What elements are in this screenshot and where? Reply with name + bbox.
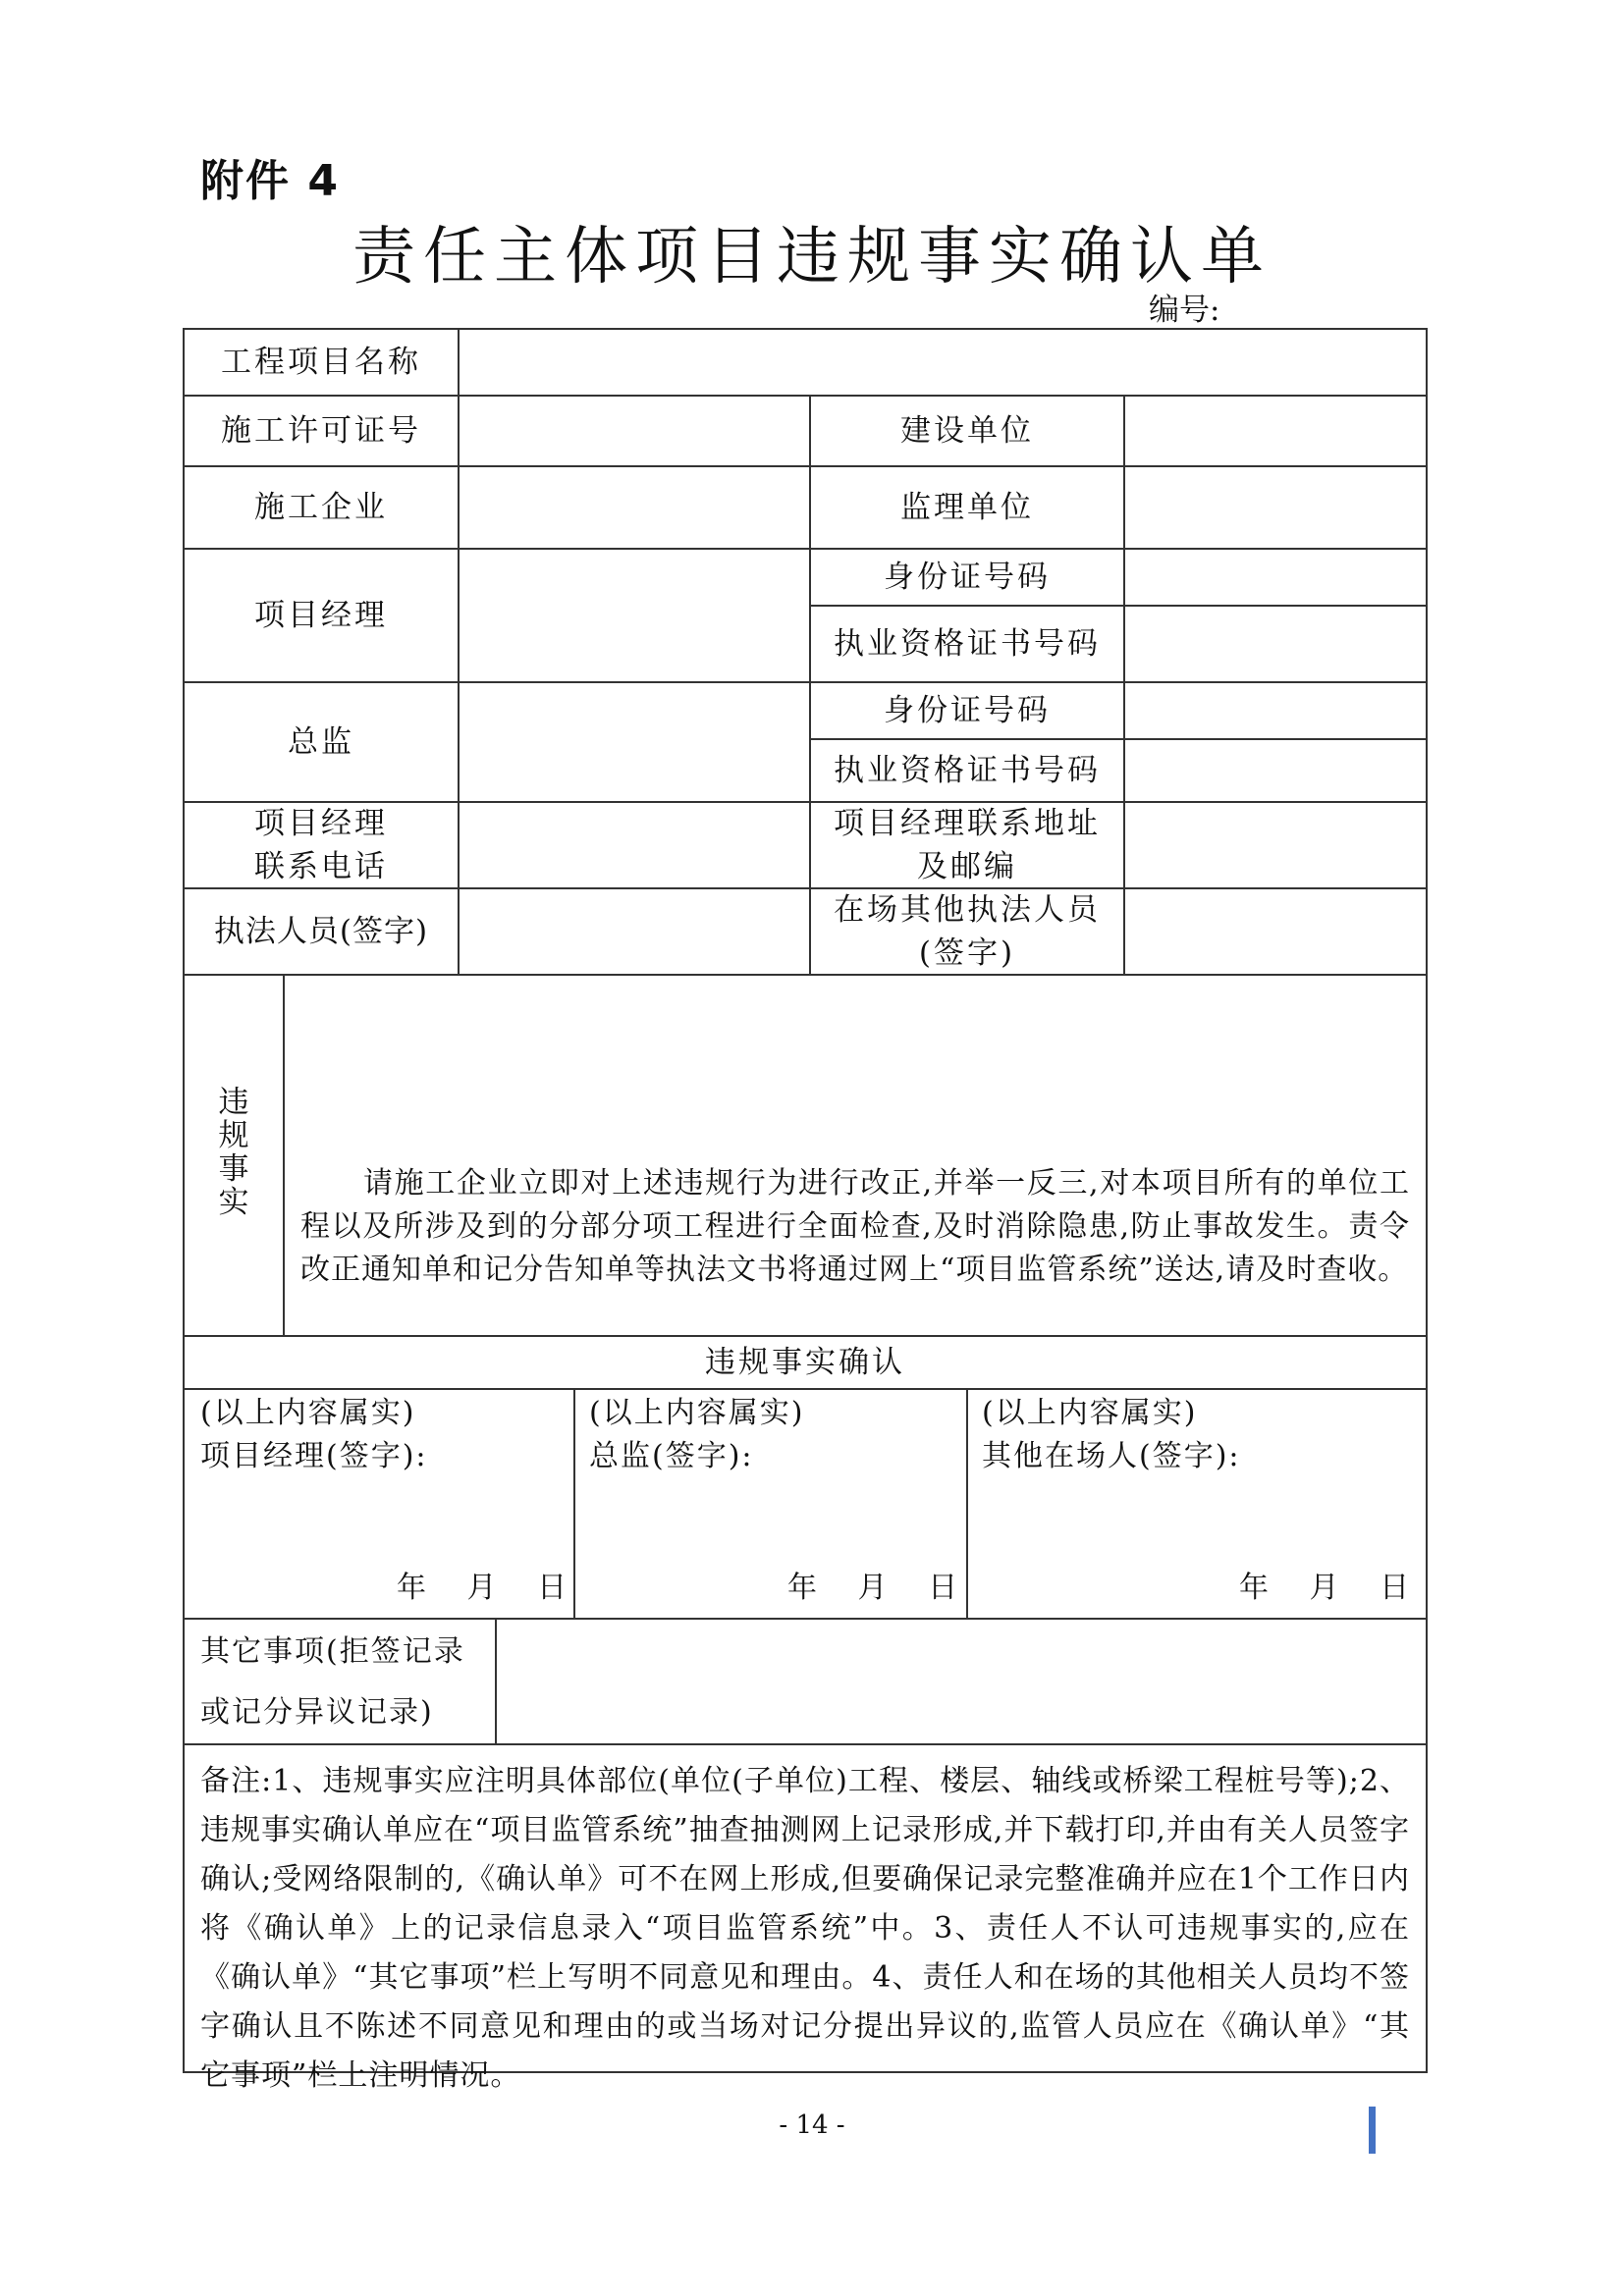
other-matters-label-line2: 或记分异议记录)	[200, 1695, 434, 1730]
chief-supervisor-label: 总监	[288, 724, 354, 760]
cs-qualification-field[interactable]	[1125, 740, 1426, 801]
confirm-other-note: (以上内容属实)	[982, 1396, 1198, 1430]
confirm-pm-signer: 项目经理(签字):	[200, 1439, 428, 1473]
pm-address-label-line2: 及邮编	[917, 849, 1017, 884]
confirmation-header: 违规事实确认	[705, 1345, 905, 1380]
supervision-unit-label: 监理单位	[900, 490, 1034, 525]
table-rule	[183, 974, 1428, 976]
permit-number-label: 施工许可证号	[221, 413, 421, 449]
confirm-pm-date: 年 月 日	[397, 1571, 569, 1605]
confirm-cs-date: 年 月 日	[787, 1571, 960, 1605]
table-border-right	[1426, 328, 1428, 2073]
pm-address-label	[811, 803, 1123, 887]
violation-facts-label: 违规事实	[218, 1085, 249, 1220]
project-name-field[interactable]	[460, 330, 1426, 395]
pm-phone-label	[185, 803, 458, 887]
cs-qualification-label: 执业资格证书号码	[834, 753, 1101, 788]
confirm-cs-note: (以上内容属实)	[589, 1396, 805, 1430]
supervision-unit-field[interactable]	[1125, 467, 1426, 548]
side-margin-marker	[1369, 2107, 1376, 2154]
pm-id-number-field[interactable]	[1125, 550, 1426, 605]
document-title: 责任主体项目违规事实确认单	[352, 221, 1272, 294]
serial-number-label: 编号:	[1149, 293, 1220, 328]
table-rule	[283, 974, 285, 1335]
pm-phone-label-line2: 联系电话	[254, 849, 388, 884]
project-manager-field[interactable]	[460, 550, 809, 681]
confirm-pm-block	[200, 1392, 428, 1478]
violation-facts-paragraph: 请施工企业立即对上述违规行为进行改正,并举一反三,对本项目所有的单位工程以及所涉及到的分部分项工程进行全面检查,及时消除隐患,防止事故发生。责令改正通知单和记分告知单等执法文书将通过网上“项目监管系统”送达,请及时查收。	[300, 1166, 1410, 1287]
page-number: - 14 -	[779, 2110, 845, 2140]
enforcer-signature-label: 执法人员(签字)	[213, 914, 429, 949]
table-rule	[183, 1743, 1428, 1745]
pm-address-field[interactable]	[1125, 803, 1426, 887]
confirm-other-signer: 其他在场人(签字):	[982, 1439, 1241, 1473]
other-enforcer-label-line2: (签字)	[918, 935, 1016, 971]
contractor-field[interactable]	[460, 467, 809, 548]
confirm-other-date: 年 月 日	[1239, 1571, 1412, 1605]
cs-id-number-label: 身份证号码	[884, 693, 1051, 728]
other-enforcer-label	[811, 889, 1123, 974]
annex-label: 附件 4	[200, 156, 340, 206]
builder-unit-label: 建设单位	[900, 413, 1034, 449]
table-rule	[183, 1388, 1428, 1390]
project-manager-label: 项目经理	[254, 598, 388, 633]
pm-address-label-line1: 项目经理联系地址	[834, 806, 1101, 841]
other-enforcer-label-line1: 在场其他执法人员	[834, 892, 1101, 928]
enforcer-signature-field[interactable]	[460, 889, 809, 974]
other-matters-label	[200, 1622, 465, 1743]
chief-supervisor-field[interactable]	[460, 683, 809, 801]
table-rule	[573, 1388, 575, 1618]
table-rule	[966, 1388, 968, 1618]
project-name-label: 工程项目名称	[221, 345, 421, 380]
other-enforcer-field[interactable]	[1125, 889, 1426, 974]
other-matters-label-line1: 其它事项(拒签记录	[200, 1634, 465, 1669]
permit-number-field[interactable]	[460, 397, 809, 465]
remarks-note: 备注:1、违规事实应注明具体部位(单位(子单位)工程、楼层、轴线或桥梁工程桩号等);2、违规事实确认单应在“项目监管系统”抽查抽测网上记录形成,并下载打印,并由有关人员签字确认;受网络限制的,《确认单》可不在网上形成,但要确保记录完整准确并应在1个工作日内将《确认单》上的记录信息录入“项目监管系统”中。3、责任人不认可违规事实的,应在《确认单》“其它事项”栏上写明不同意见和理由。4、责任人和在场的其他相关人员均不签字确认且不陈述不同意见和理由的或当场对记分提出异议的,监管人员应在《确认单》“其它事项”栏上注明情况。	[200, 1764, 1410, 2093]
confirm-pm-note: (以上内容属实)	[200, 1396, 416, 1430]
pm-phone-field[interactable]	[460, 803, 809, 887]
confirm-cs-block	[589, 1392, 804, 1478]
cs-id-number-field[interactable]	[1125, 683, 1426, 738]
contractor-label: 施工企业	[254, 490, 388, 525]
confirm-other-block	[982, 1392, 1241, 1478]
pm-qualification-field[interactable]	[1125, 607, 1426, 681]
pm-id-number-label: 身份证号码	[884, 560, 1051, 595]
pm-phone-label-line1: 项目经理	[254, 806, 388, 841]
pm-qualification-label: 执业资格证书号码	[834, 626, 1101, 662]
other-matters-field[interactable]	[497, 1620, 1426, 1743]
confirm-cs-signer: 总监(签字):	[589, 1439, 754, 1473]
builder-unit-field[interactable]	[1125, 397, 1426, 465]
